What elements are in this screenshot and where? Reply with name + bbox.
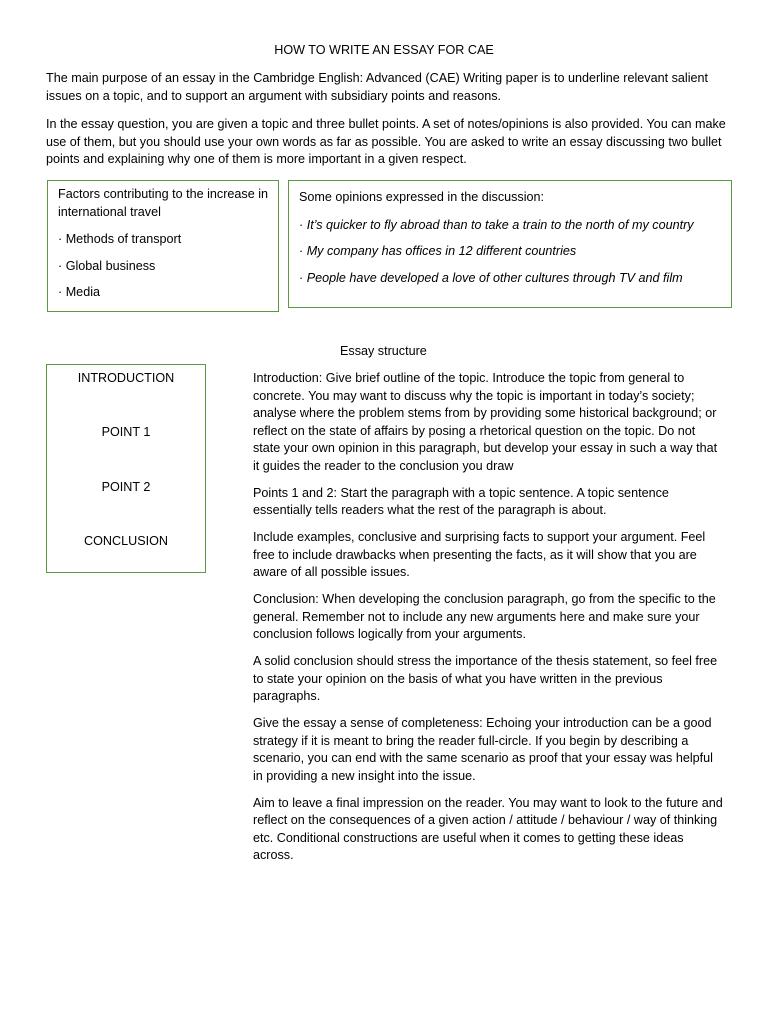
factors-heading: Factors contributing to the increase in international travel	[58, 187, 269, 219]
factor-item: · Global business	[58, 258, 156, 273]
guidance-paragraph	[253, 715, 725, 785]
guidance-text: Aim to leave a final impression on the reader. You may want to look to the future and reflect on the consequences of a given action / attitude / behaviour / way of thinking etc. Conditional constructions are useful when it comes to getting these ideas across.	[253, 795, 723, 862]
page-title: HOW TO WRITE AN ESSAY FOR CAE	[274, 43, 494, 57]
guidance-lead: Introduction:	[253, 371, 323, 385]
guidance-text: A solid conclusion should stress the importance of the thesis statement, so feel free to state your opinion on the basis of what you have written in the previous paragraphs.	[253, 654, 718, 703]
structure-item-conclusion: CONCLUSION	[84, 534, 168, 548]
intro-paragraph-2: In the essay question, you are given a topic and three bullet points. A set of notes/opinions is also provided. You can make use of them, but you should use your own words as far as possible. You are asked to write an essay discussing two bullet points and explaining why one of them is more important in a given respect.	[46, 117, 726, 166]
structure-box	[46, 364, 206, 573]
guidance-paragraph	[253, 653, 725, 706]
guidance-text: Give the essay a sense of completeness: Echoing your introduction can be a good strategy if it is meant to bring the reader full-circle. If you begin by describing a scenario, you can end with the same scenario as proof that your essay was helpful in providing a new insight into the issue.	[253, 716, 713, 783]
guidance-paragraph	[253, 795, 725, 865]
factor-item: · Methods of transport	[58, 232, 182, 246]
guidance-text: Give brief outline of the topic. Introduce the topic from general to concrete. You may want to discuss why the topic is important in today’s society; analyse where the problem stems from by providing some historical background; or reflect on the state of affairs by posing a rhetorical question on the topic. Do not state your own opinion in this paragraph, but develop your essay in such a way that it guides the reader to the conclusion you draw	[253, 371, 718, 473]
guidance-paragraph	[253, 591, 725, 644]
guidance-lead: Points 1 and 2:	[253, 485, 338, 500]
essay-structure-heading: Essay structure	[340, 344, 427, 358]
guidance-paragraph	[253, 370, 725, 475]
guidance-text: Include examples, conclusive and surprising facts to support your argument. Feel free to include drawbacks when presenting the facts, as it will show that you are aware of all possible issues.	[253, 530, 706, 579]
opinion-item: · It’s quicker to fly abroad than to take a train to the north of my country	[299, 217, 694, 232]
guidance-text: Start the paragraph with a topic sentence. A topic sentence essentially tells readers what the rest of the paragraph is about.	[253, 485, 669, 517]
guidance-lead: Conclusion:	[253, 592, 319, 606]
structure-item-introduction: INTRODUCTION	[77, 371, 175, 385]
opinions-box	[288, 180, 732, 308]
factors-box	[47, 180, 279, 312]
factor-item: · Media	[58, 285, 100, 299]
intro-paragraph-1: The main purpose of an essay in the Cambridge English: Advanced (CAE) Writing paper is to underline relevant salient issues on a topic, and to support an argument with subsidiary points and reasons.	[46, 71, 708, 103]
guidance-paragraph	[253, 529, 725, 582]
structure-item-point-2: POINT 2	[101, 480, 151, 494]
opinion-item: · People have developed a love of other cultures through TV and film	[299, 270, 683, 285]
opinions-heading: Some opinions expressed in the discussion:	[299, 190, 545, 204]
structure-item-point-1: POINT 1	[101, 425, 151, 439]
opinion-item: · My company has offices in 12 different countries	[299, 244, 577, 258]
guidance-paragraph	[253, 485, 725, 520]
guidance-column	[253, 370, 725, 874]
guidance-text: When developing the conclusion paragraph, go from the specific to the general. Remember not to include any new arguments here and make sure your conclusion follows logically from your arguments.	[253, 592, 716, 641]
